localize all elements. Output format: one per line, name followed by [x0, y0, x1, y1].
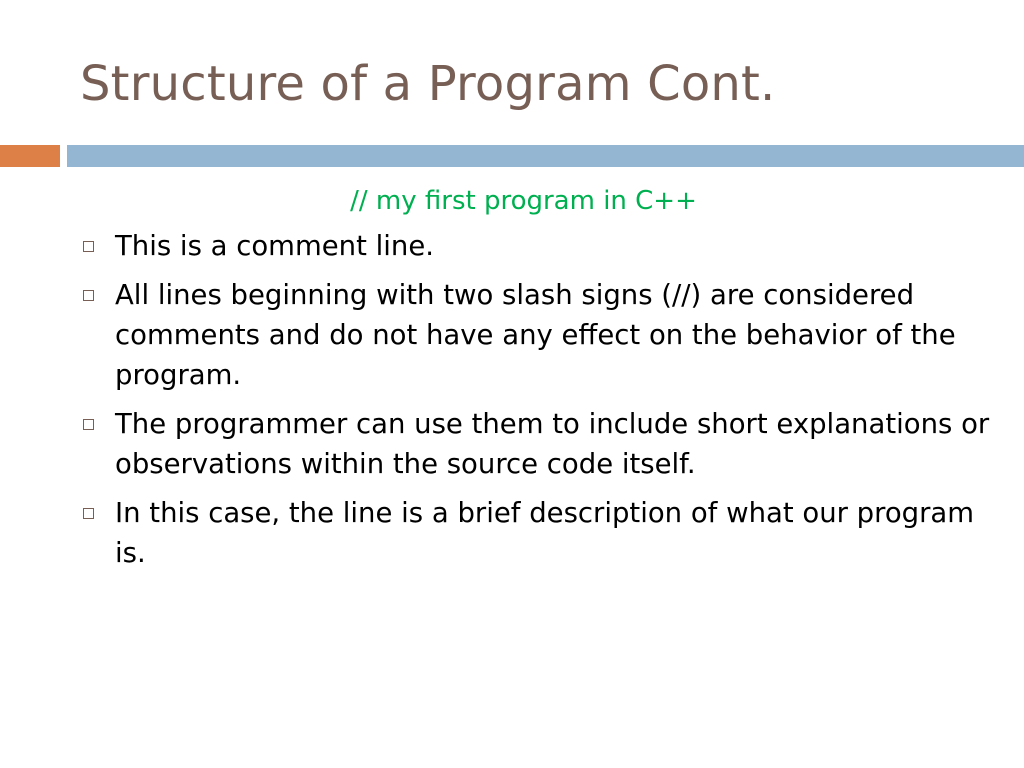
bullet-item	[80, 404, 1000, 484]
bullet-item	[80, 493, 1000, 573]
bullet-text: All lines beginning with two slash signs (//) are considered comments and do not have any effect on the behavior of the program.	[115, 279, 956, 391]
code-comment-line: // my first program in C++	[350, 186, 697, 216]
bullet-list	[80, 226, 1000, 582]
accent-bar-orange	[0, 145, 60, 167]
bullet-text: In this case, the line is a brief description of what our program is.	[115, 497, 975, 569]
hollow-square-icon	[83, 419, 94, 430]
bullet-text: The programmer can use them to include short explanations or observations within the source code itself.	[115, 408, 990, 480]
hollow-square-icon	[83, 241, 94, 252]
hollow-square-icon	[83, 508, 94, 519]
bullet-item	[80, 275, 1000, 395]
slide-title: Structure of a Program Cont.	[80, 56, 776, 112]
accent-bar-blue	[67, 145, 1024, 167]
bullet-text: This is a comment line.	[115, 230, 435, 262]
bullet-item	[80, 226, 1000, 266]
hollow-square-icon	[83, 290, 94, 301]
